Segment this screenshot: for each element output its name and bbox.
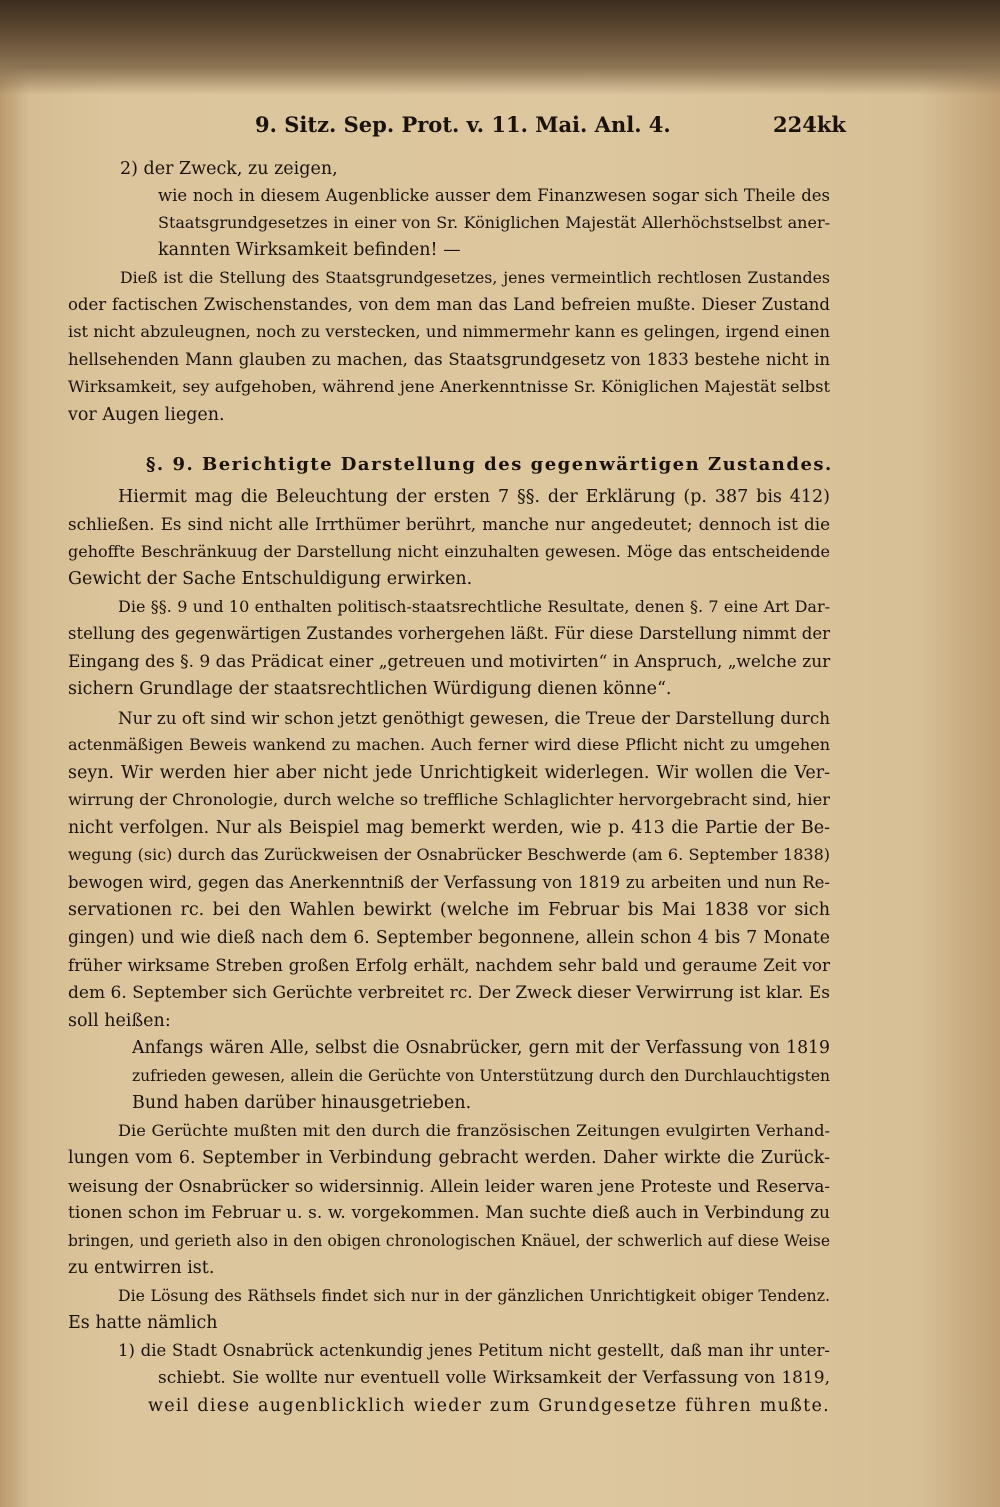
- text-line: seyn. Wir werden hier aber nicht jede Unrichtigkeit widerlegen. Wir wollen die Ver-: [68, 763, 830, 783]
- running-title: 9. Sitz. Sep. Prot. v. 11. Mai. Anl. 4.: [255, 112, 671, 137]
- text-line: schiebt. Sie wollte nur eventuell volle Wirksamkeit der Verfassung von 1819,: [158, 1368, 830, 1388]
- text-line: Die Gerüchte mußten mit den durch die französischen Zeitungen evulgirten Verhand-: [118, 1121, 830, 1140]
- text-line: zufrieden gewesen, allein die Gerüchte von Unterstützung durch den Durchlauchtigsten: [132, 1067, 830, 1085]
- text-line: Dieß ist die Stellung des Staatsgrundgesetzes, jenes vermeintlich rechtlosen Zustandes: [120, 268, 830, 287]
- text-line: soll heißen:: [68, 1011, 171, 1031]
- text-line: bringen, und gerieth also in den obigen chronologischen Knäuel, der schwerlich auf diese Weise: [68, 1232, 830, 1250]
- text-line: Staatsgrundgesetzes in einer von Sr. Königlichen Majestät Allerhöchstselbst aner-: [158, 213, 830, 232]
- text-line: Eingang des §. 9 das Prädicat einer „getreuen und motivirten“ in Anspruch, „welche zur: [68, 652, 831, 672]
- text-line: weil diese augenblicklich wieder zum Grundgesetze führen mußte.: [148, 1396, 830, 1416]
- text-line: gingen) und wie dieß nach dem 6. September begonnene, allein schon 4 bis 7 Monate: [68, 928, 830, 948]
- text-line: Gewicht der Sache Entschuldigung erwirken.: [68, 569, 473, 589]
- text-line: servationen rc. bei den Wahlen bewirkt (welche im Februar bis Mai 1838 vor sich: [68, 900, 830, 920]
- text-line: 2) der Zweck, zu zeigen,: [120, 159, 338, 179]
- text-line: dem 6. September sich Gerüchte verbreitet rc. Der Zweck dieser Verwirrung ist klar. Es: [68, 983, 830, 1003]
- text-line: Hiermit mag die Beleuchtung der ersten 7 §§. der Erklärung (p. 387 bis 412): [118, 487, 830, 507]
- text-line: Anfangs wären Alle, selbst die Osnabrücker, gern mit der Verfassung von 1819: [132, 1038, 830, 1058]
- text-line: sichern Grundlage der staatsrechtlichen Würdigung dienen könne“.: [68, 679, 672, 699]
- text-line: weisung der Osnabrücker so widersinnig. Allein leider waren jene Proteste und Reserva-: [68, 1176, 830, 1196]
- text-line: Es hatte nämlich: [68, 1313, 218, 1333]
- text-line: actenmäßigen Beweis wankend zu machen. Auch ferner wird diese Pflicht nicht zu umgehen: [68, 735, 830, 754]
- text-line: hellsehenden Mann glauben zu machen, das Staatsgrundgesetz von 1833 bestehe nicht in: [68, 350, 830, 369]
- text-line: früher wirksame Streben großen Erfolg erhält, nachdem sehr bald und geraume Zeit vor: [68, 955, 830, 975]
- text-line: zu entwirren ist.: [68, 1258, 215, 1278]
- text-line: Die Lösung des Räthsels findet sich nur in der gänzlichen Unrichtigkeit obiger Tendenz.: [118, 1286, 830, 1305]
- text-line: Nur zu oft sind wir schon jetzt genöthigt gewesen, die Treue der Darstellung durch: [118, 708, 830, 728]
- text-line: gehoffte Beschränkuug der Darstellung nicht einzuhalten gewesen. Möge das entscheidende: [68, 542, 830, 561]
- page-number: 224kk: [773, 112, 846, 137]
- text-line: tionen schon im Februar u. s. w. vorgekommen. Man suchte dieß auch in Verbindung zu: [68, 1203, 830, 1223]
- text-line: wegung (sic) durch das Zurückweisen der Osnabrücker Beschwerde (am 6. September 1838): [68, 845, 830, 864]
- text-line: wirrung der Chronologie, durch welche so treffliche Schlaglichter hervorgebracht sind, hier: [68, 790, 830, 809]
- page-top-shadow: [0, 0, 1000, 95]
- text-line: ist nicht abzuleugnen, noch zu verstecken, und nimmermehr kann es gelingen, irgend einen: [68, 322, 830, 341]
- text-line: Bund haben darüber hinausgetrieben.: [132, 1093, 472, 1113]
- text-line: wie noch in diesem Augenblicke ausser dem Finanzwesen sogar sich Theile des: [158, 186, 830, 205]
- text-line: 1) die Stadt Osnabrück actenkundig jenes Petitum nicht gestellt, daß man ihr unter-: [118, 1341, 830, 1360]
- text-line: Wirksamkeit, sey aufgehoben, während jene Anerkenntnisse Sr. Königlichen Majestät selbst: [68, 377, 830, 396]
- text-line: stellung des gegenwärtigen Zustandes vorhergehen läßt. Für diese Darstellung nimmt der: [68, 624, 830, 643]
- text-line: kannten Wirksamkeit befinden! —: [158, 240, 461, 260]
- text-line: lungen vom 6. September in Verbindung gebracht werden. Daher wirkte die Zurück-: [68, 1148, 830, 1168]
- text-line: nicht verfolgen. Nur als Beispiel mag bemerkt werden, wie p. 413 die Partie der Be-: [68, 818, 830, 838]
- text-line: Die §§. 9 und 10 enthalten politisch-staatsrechtliche Resultate, denen §. 7 eine Art Dar-: [118, 597, 830, 616]
- text-line: oder factischen Zwischenstandes, von dem man das Land befreien mußte. Dieser Zustand: [68, 295, 830, 314]
- text-line: bewogen wird, gegen das Anerkenntniß der Verfassung von 1819 zu arbeiten und nun Re-: [68, 873, 830, 892]
- section-heading: §. 9. Berichtigte Darstellung des gegenwärtigen Zustandes.: [146, 454, 833, 475]
- text-line: vor Augen liegen.: [68, 405, 225, 425]
- text-line: schließen. Es sind nicht alle Irrthümer berührt, manche nur angedeutet; dennoch ist die: [68, 514, 830, 534]
